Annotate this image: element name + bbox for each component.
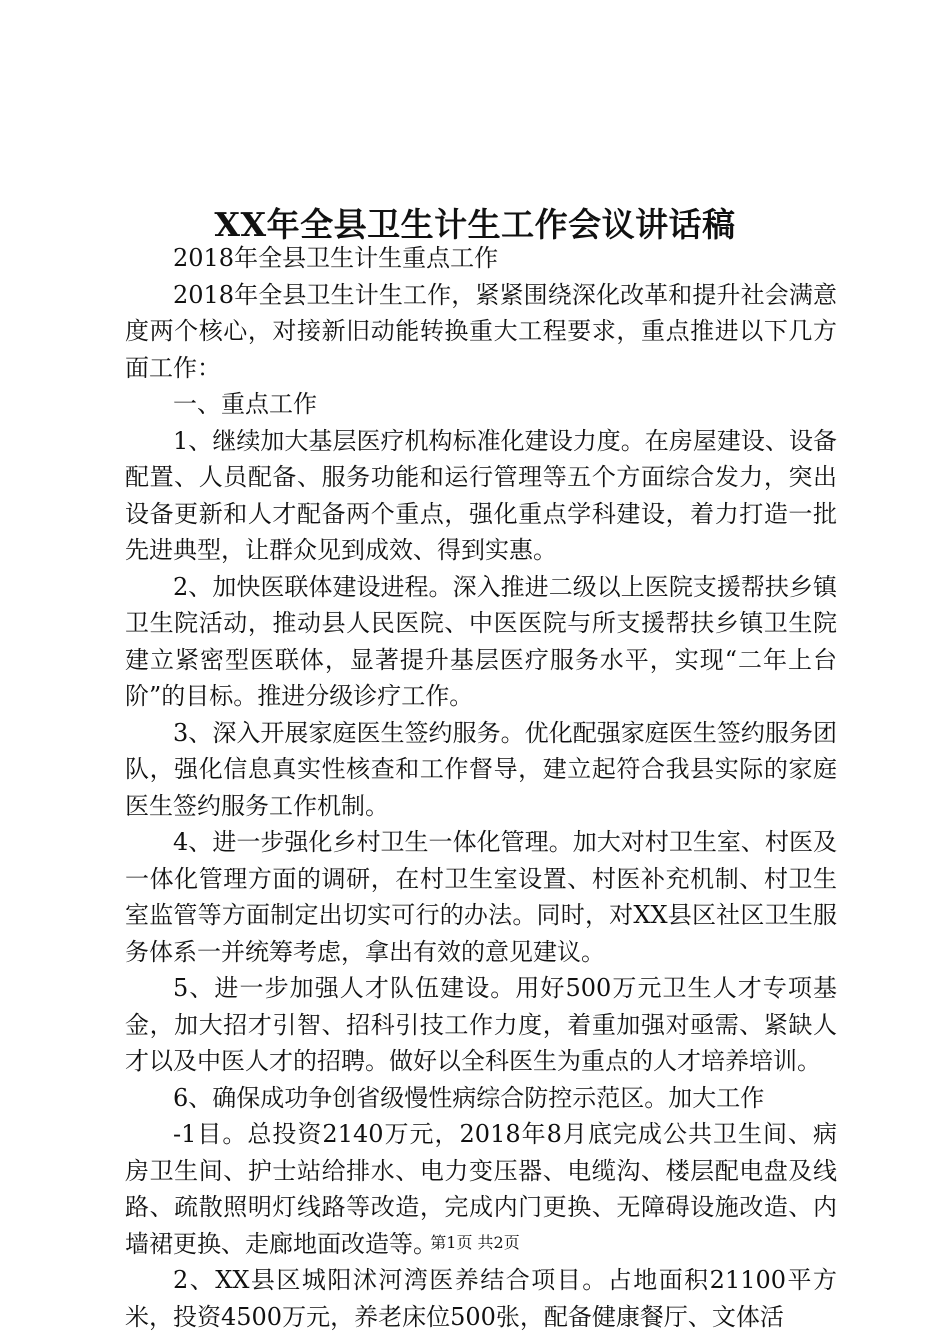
paragraph-fragment: -1目。总投资2140万元，2018年8月底完成公共卫生间、病房卫生间、护士站给排水、电力变压器、电缆沟、楼层配电盘及线路、疏散照明灯线路等改造，完成内门更换、无障碍设施改造、内墙裙更换、走廊地面改造等。: [125, 1120, 837, 1258]
paragraph-item-2: 2、加快医联体建设进程。深入推进二级以上医院支援帮扶乡镇卫生院活动，推动县人民医院、中医医院与所支援帮扶乡镇卫生院建立紧密型医联体，显著提升基层医疗服务水平，实现“二年上台阶”的目标。推进分级诊疗工作。: [125, 572, 837, 710]
paragraph-subtitle: 2018年全县卫生计生重点工作: [173, 244, 499, 272]
paragraph-item-1: 1、继续加大基层医疗机构标准化建设力度。在房屋建设、设备配置、人员配备、服务功能和运行管理等五个方面综合发力，突出设备更新和人才配备两个重点，强化重点学科建设，着力打造一批先进典型，让群众见到成效、得到实惠。: [125, 426, 837, 564]
section-heading: 一、重点工作: [173, 390, 317, 418]
paragraph-item-6: 6、确保成功争创省级慢性病综合防控示范区。加大工作: [173, 1083, 765, 1112]
document-title: XX年全县卫生计生工作会议讲话稿: [214, 205, 736, 245]
paragraph-project-2: 2、XX县区城阳沭河湾医养结合项目。占地面积21100平方米，投资4500万元，养老床位500张，配备健康餐厅、文体活: [125, 1266, 837, 1331]
paragraph-intro: 2018年全县卫生计生工作，紧紧围绕深化改革和提升社会满意度两个核心，对接新旧动能转换重大工程要求，重点推进以下几方面工作：: [125, 280, 837, 382]
paragraph-item-3: 3、深入开展家庭医生签约服务。优化配强家庭医生签约服务团队，强化信息真实性核查和工作督导，建立起符合我县实际的家庭医生签约服务工作机制。: [125, 718, 837, 820]
document-body: [125, 240, 837, 1335]
page-footer: 第1页 共2页: [430, 1233, 520, 1252]
paragraph-item-5: 5、进一步加强人才队伍建设。用好500万元卫生人才专项基金，加大招才引智、招科引技工作力度，着重加强对亟需、紧缺人才以及中医人才的招聘。做好以全科医生为重点的人才培养培训。: [125, 974, 837, 1075]
paragraph-item-4: 4、进一步强化乡村卫生一体化管理。加大对村卫生室、村医及一体化管理方面的调研，在村卫生室设置、村医补充机制、村卫生室监管等方面制定出切实可行的办法。同时，对XX县区社区卫生服务体系一并统筹考虑，拿出有效的意见建议。: [125, 828, 837, 966]
